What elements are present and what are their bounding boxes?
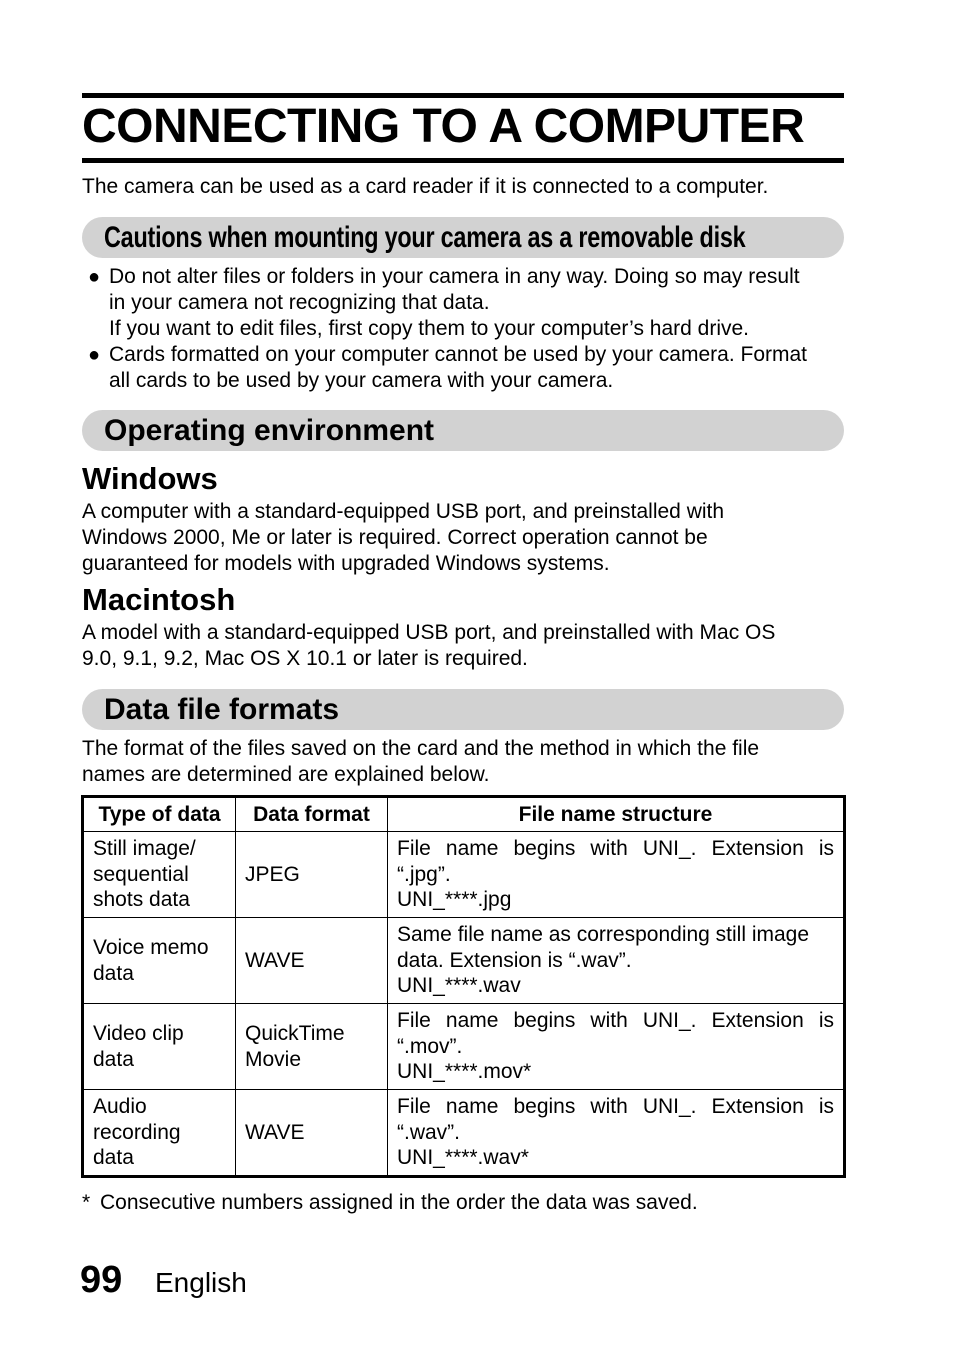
formats-intro-line-1: The format of the files saved on the card and the method in which the file [82, 737, 760, 760]
cell-line: WAVE [245, 1120, 305, 1144]
windows-line-1: A computer with a standard-equipped USB port, and preinstalled with [82, 500, 725, 523]
cautions-heading-band [82, 217, 844, 258]
table-row [83, 918, 845, 1004]
structure-pattern: UNI_****.wav* [397, 1146, 529, 1170]
header-data-format: Data format [236, 797, 388, 832]
structure-text: Same file name as corresponding still image data. Extension is “.wav”. [397, 923, 810, 972]
macintosh-line-1: A model with a standard-equipped USB port, and preinstalled with Mac OS [82, 621, 776, 644]
cell-structure [388, 1004, 845, 1090]
caution-1-line-2: in your camera not recognizing that data. [109, 291, 490, 314]
macintosh-line-2: 9.0, 9.1, 9.2, Mac OS X 10.1 or later is required. [82, 647, 528, 670]
cell-line: Audio [93, 1095, 147, 1119]
formats-intro [82, 736, 844, 788]
cell-type [83, 918, 236, 1004]
intro-text: The camera can be used as a card reader if it is connected to a computer. [82, 175, 769, 198]
structure-text: File name begins with UNI_. Extension is “.wav”. [397, 1095, 834, 1144]
cell-line: data [93, 1047, 134, 1071]
caution-item-1 [82, 264, 844, 342]
cell-line: JPEG [245, 862, 300, 886]
footnote-mark: * [82, 1191, 91, 1214]
cell-line: data [93, 961, 134, 985]
file-formats-table [81, 795, 846, 1178]
cell-type [83, 1090, 236, 1177]
caution-item-2 [82, 342, 844, 394]
structure-pattern: UNI_****.wav [397, 974, 521, 998]
windows-text [82, 499, 844, 577]
structure-text: File name begins with UNI_. Extension is “.jpg”. [397, 837, 834, 886]
title-rule-bottom [82, 158, 844, 163]
macintosh-text [82, 620, 844, 672]
formats-heading-band [82, 689, 844, 730]
macintosh-heading: Macintosh [82, 582, 236, 617]
caution-1-line-3: If you want to edit files, first copy them to your computer’s hard drive. [109, 317, 750, 340]
cell-format [236, 1004, 388, 1090]
cell-type [83, 832, 236, 918]
cell-format [236, 832, 388, 918]
cautions-list [82, 264, 844, 394]
cell-structure [388, 918, 845, 1004]
table-header-row [83, 797, 845, 832]
table-row [83, 1004, 845, 1090]
structure-pattern: UNI_****.jpg [397, 888, 512, 912]
cell-line: WAVE [245, 948, 305, 972]
footnote-text: Consecutive numbers assigned in the order the data was saved. [100, 1191, 698, 1214]
formats-heading: Data file formats [104, 693, 340, 726]
table-row [83, 1090, 845, 1177]
page-title: CONNECTING TO A COMPUTER [82, 100, 805, 153]
table-row [83, 832, 845, 918]
structure-text: File name begins with UNI_. Extension is “.mov”. [397, 1009, 834, 1058]
cell-structure [388, 832, 845, 918]
cell-line: Still image/ [93, 837, 196, 861]
page-language: English [155, 1267, 247, 1298]
cell-line: shots data [93, 888, 190, 912]
windows-line-2: Windows 2000, Me or later is required. Correct operation cannot be [82, 526, 708, 549]
formats-intro-line-2: names are determined are explained below. [82, 763, 490, 786]
cell-type [83, 1004, 236, 1090]
cell-line: data [93, 1146, 134, 1170]
cell-line: sequential [93, 862, 189, 886]
page-number: 99 [80, 1259, 123, 1301]
environment-heading-band [82, 410, 844, 451]
windows-heading: Windows [82, 461, 218, 496]
windows-line-3: guaranteed for models with upgraded Windows systems. [82, 552, 610, 575]
cell-line: Voice memo [93, 936, 209, 959]
cell-format [236, 1090, 388, 1177]
header-type-of-data: Type of data [83, 797, 236, 832]
caution-2-line-1: Cards formatted on your computer cannot be used by your camera. Format [109, 343, 807, 366]
cell-structure [388, 1090, 845, 1177]
cell-line: Video clip [93, 1022, 184, 1045]
cell-line: QuickTime [245, 1022, 345, 1045]
caution-1-line-1: Do not alter files or folders in your camera in any way. Doing so may result [109, 265, 800, 288]
cell-line: recording [93, 1120, 181, 1144]
environment-heading: Operating environment [104, 414, 435, 447]
bullet-icon: ● [88, 266, 101, 288]
header-file-name-structure: File name structure [388, 797, 845, 832]
structure-pattern: UNI_****.mov* [397, 1060, 532, 1084]
cell-format [236, 918, 388, 1004]
title-rule-top [82, 93, 844, 98]
bullet-icon: ● [88, 344, 101, 366]
caution-2-line-2: all cards to be used by your camera with your camera. [109, 369, 614, 392]
cautions-heading: Cautions when mounting your camera as a removable disk [104, 221, 746, 254]
footnote [82, 1190, 698, 1216]
cell-line: Movie [245, 1047, 302, 1071]
